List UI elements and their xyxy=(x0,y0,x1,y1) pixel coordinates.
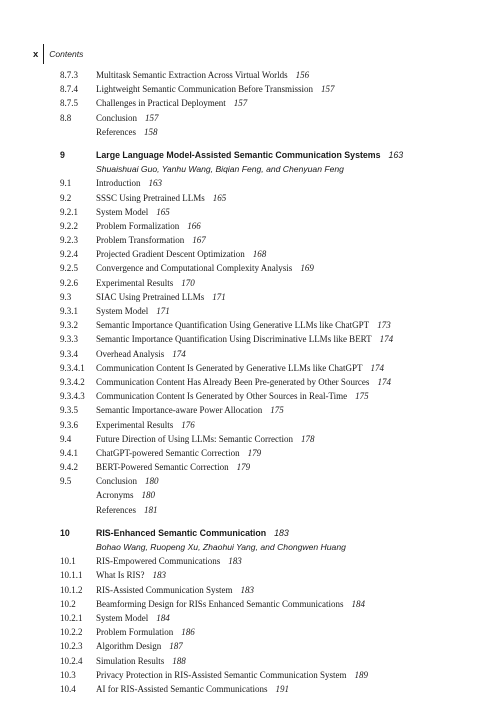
toc-entry-title: BERT-Powered Semantic Correction xyxy=(96,462,229,473)
toc-entry xyxy=(0,554,500,568)
toc-entry-page: 184 xyxy=(156,612,170,623)
toc-entry-number: 10.2 xyxy=(60,598,76,609)
toc-entry-number: 10.1.1 xyxy=(60,570,83,581)
toc-entry-page: 174 xyxy=(370,362,384,373)
toc-entry-text xyxy=(96,526,289,540)
toc-entry-text xyxy=(96,261,314,275)
toc-entry-page: 183 xyxy=(152,570,166,581)
toc-entry-title: What Is RIS? xyxy=(96,570,145,581)
toc-entry-number: 9.2.1 xyxy=(60,206,78,217)
toc-entry-page: 187 xyxy=(169,641,183,652)
toc-entry-page: 171 xyxy=(156,306,170,316)
toc-entry-number: 10.2.3 xyxy=(60,641,83,652)
toc-entry xyxy=(0,583,500,597)
toc-entry-text xyxy=(96,290,226,304)
toc-entry-number: 9.4 xyxy=(60,433,72,444)
toc-entry-page: 176 xyxy=(181,419,195,430)
toc-entry-text xyxy=(96,639,183,653)
toc-entry xyxy=(0,375,500,389)
toc-entry-title: Bohao Wang, Ruopeng Xu, Zhaohui Yang, and Chongwen Huang xyxy=(96,542,346,552)
toc-entry-page: 169 xyxy=(300,263,314,274)
toc-entry-page: 165 xyxy=(212,192,227,203)
toc-entry-title: Privacy Protection in RIS-Assisted Semantic Communication System xyxy=(96,669,347,680)
toc-entry-number: 9.3.1 xyxy=(60,306,78,316)
toc-entry-title: Semantic Importance Quantification Using Generative LLMs like ChatGPT xyxy=(96,320,370,331)
toc-entry-number: 8.8 xyxy=(60,112,72,123)
toc-entry-text xyxy=(96,540,354,554)
toc-entry xyxy=(0,332,500,346)
toc-entry-number: 9.3.5 xyxy=(60,405,78,416)
toc-entry-page: 188 xyxy=(172,655,186,666)
toc-entry xyxy=(0,639,500,653)
toc-entry-text xyxy=(96,304,170,318)
toc-entry xyxy=(0,611,500,625)
toc-entry-page: 189 xyxy=(354,669,368,680)
toc-entry-number: 9.3.2 xyxy=(60,320,78,331)
toc-entry-page: 163 xyxy=(388,149,404,160)
toc-entry xyxy=(0,125,500,139)
toc-entry-title: System Model xyxy=(96,206,149,217)
toc-entry-title: AI for RIS-Assisted Semantic Communications xyxy=(96,683,268,694)
toc-entry-number: 10.1 xyxy=(60,556,76,567)
toc-entry-page: 170 xyxy=(181,277,195,288)
toc-entry xyxy=(0,347,500,361)
toc-entry-number: 9.3.4.1 xyxy=(60,362,85,373)
toc-entry-title: Problem Formulation xyxy=(96,627,174,638)
toc-entry-page: 158 xyxy=(143,126,158,137)
toc-entry-text xyxy=(96,247,266,261)
toc-entry xyxy=(0,682,500,696)
toc-entry-title: Communication Content Is Generated by Generative LLMs like ChatGPT xyxy=(96,362,363,373)
toc-entry-text xyxy=(96,375,391,389)
toc-entry-page: 167 xyxy=(192,235,206,246)
toc-entry-page: 157 xyxy=(233,98,248,109)
toc-entry-page: 179 xyxy=(247,447,262,458)
toc-entry-text xyxy=(96,191,226,205)
toc-entry-text xyxy=(96,668,368,682)
toc-entry-title: Lightweight Semantic Communication Before Transmission xyxy=(96,84,313,95)
toc-entry-text xyxy=(96,318,391,332)
toc-entry-number: 10.2.4 xyxy=(60,655,83,666)
toc-entry-title: Problem Formalization xyxy=(96,220,180,231)
toc-entry-number: 8.7.5 xyxy=(60,98,78,109)
toc-entry-title: Problem Transformation xyxy=(96,235,185,246)
toc-entry-title: SSSC Using Pretrained LLMs xyxy=(96,192,205,203)
toc-entry-title: Shuaishuai Guo, Yanhu Wang, Biqian Feng, and Chenyuan Feng xyxy=(96,164,344,175)
toc-entry xyxy=(0,219,500,233)
toc-entry xyxy=(0,389,500,403)
toc-entry-text xyxy=(96,474,159,488)
toc-entry xyxy=(0,488,500,502)
toc-entry-page: 183 xyxy=(240,584,255,595)
toc-entry-number: 9.2.3 xyxy=(60,235,78,246)
toc-entry xyxy=(0,418,500,432)
toc-entry-text xyxy=(96,625,195,639)
toc-entry-title: References xyxy=(96,126,136,137)
toc-entry-text xyxy=(96,389,369,403)
toc-entry-text xyxy=(96,488,155,502)
toc-entry-number: 9.4.1 xyxy=(60,447,78,458)
toc-entry xyxy=(0,403,500,417)
toc-entry-title: References xyxy=(96,504,136,515)
toc-entry-title: Simulation Results xyxy=(96,655,165,666)
toc-entry xyxy=(0,304,500,318)
toc-entry-title: Communication Content Has Already Been Pre-generated by Other Sources xyxy=(96,376,370,387)
toc-entry-number: 9.2.4 xyxy=(60,249,78,260)
toc-entry-text xyxy=(96,432,314,446)
toc-entry-page: 178 xyxy=(300,433,315,444)
toc-entry-number: 9.2.2 xyxy=(60,220,78,231)
toc-entry-page: 174 xyxy=(172,348,186,359)
toc-entry-title: Communication Content Is Generated by Other Sources in Real-Time xyxy=(96,391,348,402)
toc-entry xyxy=(0,191,500,205)
toc-entry xyxy=(0,82,500,96)
toc-entry-title: Introduction xyxy=(96,178,141,189)
toc-entry xyxy=(0,668,500,682)
toc-entry-text xyxy=(96,597,365,611)
toc-entry-text xyxy=(96,583,254,597)
running-header xyxy=(33,44,83,64)
toc-entry-number: 9.3.4.2 xyxy=(60,376,85,387)
toc-entry xyxy=(0,474,500,488)
toc-chapter-entry xyxy=(0,148,500,162)
table-of-contents xyxy=(0,68,500,696)
toc-entry-title: System Model xyxy=(96,306,149,316)
toc-entry-page: 174 xyxy=(377,376,391,387)
toc-entry-number: 9 xyxy=(60,149,65,160)
toc-entry-page: 168 xyxy=(252,249,267,260)
toc-entry-number: 9.2.5 xyxy=(60,263,78,274)
toc-entry-title: RIS-Empowered Communications xyxy=(96,556,221,567)
toc-entry-title: Multitask Semantic Extraction Across Virtual Worlds xyxy=(96,70,288,80)
toc-entry-number: 9.3 xyxy=(60,291,72,302)
toc-entry-title: Overhead Analysis xyxy=(96,348,165,359)
toc-entry-title: Experimental Results xyxy=(96,277,174,288)
toc-entry-number: 9.3.3 xyxy=(60,334,78,345)
toc-entry-page: 157 xyxy=(145,112,159,123)
toc-entry xyxy=(0,568,500,582)
running-title: Contents xyxy=(49,49,84,59)
toc-entry xyxy=(0,290,500,304)
toc-entry-page: 191 xyxy=(275,683,289,694)
toc-authors-line xyxy=(0,540,500,554)
toc-entry-text xyxy=(96,446,261,460)
toc-entry-title: Algorithm Design xyxy=(96,641,162,652)
toc-entry xyxy=(0,460,500,474)
toc-entry-page: 181 xyxy=(143,504,158,515)
toc-entry-page: 179 xyxy=(236,462,251,473)
toc-entry-title: Convergence and Computational Complexity Analysis xyxy=(96,263,293,274)
toc-entry-title: Semantic Importance-aware Power Allocation xyxy=(96,405,263,416)
toc-entry-title: Projected Gradient Descent Optimization xyxy=(96,249,245,260)
toc-entry-text xyxy=(96,219,201,233)
toc-entry xyxy=(0,597,500,611)
toc-entry-text xyxy=(96,68,309,82)
toc-entry-text xyxy=(96,332,393,346)
toc-entry-title: System Model xyxy=(96,612,149,623)
toc-entry-text xyxy=(96,276,195,290)
toc-entry-text xyxy=(96,554,242,568)
toc-entry-text xyxy=(96,682,289,696)
toc-entry-page: 163 xyxy=(148,178,162,189)
toc-entry xyxy=(0,261,500,275)
toc-entry-text xyxy=(96,503,157,517)
toc-entry xyxy=(0,625,500,639)
toc-entry-title: Large Language Model-Assisted Semantic Communication Systems xyxy=(96,149,381,160)
toc-entry-text xyxy=(96,96,247,110)
toc-entry-number: 9.1 xyxy=(60,178,72,189)
toc-entry-page: 184 xyxy=(351,598,365,609)
toc-entry-title: Acronyms xyxy=(96,490,134,501)
toc-entry-number: 9.3.4 xyxy=(60,348,78,359)
toc-entry-number: 10.2.1 xyxy=(60,612,83,623)
toc-entry-number: 10.3 xyxy=(60,669,76,680)
toc-entry-page: 183 xyxy=(228,556,242,567)
toc-entry xyxy=(0,446,500,460)
toc-entry-page: 180 xyxy=(141,490,155,501)
toc-entry-number: 9.2 xyxy=(60,192,72,203)
toc-entry-text xyxy=(96,82,334,96)
toc-entry xyxy=(0,654,500,668)
toc-entry xyxy=(0,68,500,82)
toc-entry-page: 175 xyxy=(270,405,284,416)
toc-entry-text xyxy=(96,361,384,375)
toc-entry xyxy=(0,318,500,332)
toc-entry-number: 10 xyxy=(60,527,70,538)
toc-entry xyxy=(0,503,500,517)
toc-entry-number: 9.3.4.3 xyxy=(60,391,85,402)
toc-entry-text xyxy=(96,162,352,176)
toc-entry-text xyxy=(96,148,403,162)
toc-entry-text xyxy=(96,418,195,432)
toc-entry-title: Semantic Importance Quantification Using Discriminative LLMs like BERT xyxy=(96,334,372,345)
toc-entry-title: Beamforming Design for RISs Enhanced Semantic Communications xyxy=(96,598,344,609)
toc-entry-title: Conclusion xyxy=(96,476,138,487)
toc-entry-number: 8.7.4 xyxy=(60,84,78,95)
toc-entry-page: 173 xyxy=(377,320,391,331)
toc-entry-page: 186 xyxy=(181,627,195,638)
toc-entry-text xyxy=(96,111,159,125)
toc-entry-page: 180 xyxy=(145,476,159,487)
toc-chapter-entry xyxy=(0,526,500,540)
toc-entry-title: Challenges in Practical Deployment xyxy=(96,98,226,109)
toc-entry-text xyxy=(96,205,170,219)
toc-entry-number: 9.3.6 xyxy=(60,419,78,430)
toc-entry xyxy=(0,432,500,446)
toc-entry xyxy=(0,276,500,290)
toc-entry-page: 183 xyxy=(274,527,289,538)
toc-entry-number: 8.7.3 xyxy=(60,70,78,80)
toc-entry-number: 9.5 xyxy=(60,476,72,487)
toc-entry-text xyxy=(96,176,162,190)
toc-entry-text xyxy=(96,654,186,668)
toc-entry-number: 10.1.2 xyxy=(60,584,83,595)
toc-entry-page: 165 xyxy=(156,206,170,217)
toc-entry xyxy=(0,176,500,190)
toc-entry-page: 166 xyxy=(187,220,201,231)
toc-entry-page: 174 xyxy=(379,334,394,345)
toc-entry-title: RIS-Assisted Communication System xyxy=(96,584,233,595)
toc-entry-title: RIS-Enhanced Semantic Communication xyxy=(96,527,267,538)
toc-entry xyxy=(0,96,500,110)
toc-entry xyxy=(0,247,500,261)
toc-entry-number: 10.4 xyxy=(60,683,76,694)
toc-entry xyxy=(0,111,500,125)
toc-entry-page: 157 xyxy=(320,84,335,95)
toc-entry-text xyxy=(96,460,250,474)
page-number: x xyxy=(33,48,39,60)
toc-entry-number: 10.2.2 xyxy=(60,627,83,638)
toc-entry-title: Future Direction of Using LLMs: Semantic Correction xyxy=(96,433,293,444)
toc-entry-title: Conclusion xyxy=(96,112,138,123)
toc-entry-page: 175 xyxy=(355,391,369,402)
toc-entry-text xyxy=(96,125,157,139)
toc-entry-text xyxy=(96,568,166,582)
toc-entry-number: 9.4.2 xyxy=(60,462,78,473)
toc-entry xyxy=(0,361,500,375)
toc-entry-text xyxy=(96,347,186,361)
toc-entry-page: 171 xyxy=(212,291,226,302)
toc-authors-line xyxy=(0,162,500,176)
toc-entry xyxy=(0,233,500,247)
toc-entry-page: 156 xyxy=(295,70,310,80)
toc-entry-text xyxy=(96,611,170,625)
toc-entry-number: 9.2.6 xyxy=(60,277,78,288)
toc-entry xyxy=(0,205,500,219)
toc-entry-text xyxy=(96,233,206,247)
toc-entry-text xyxy=(96,403,284,417)
toc-entry-title: SIAC Using Pretrained LLMs xyxy=(96,291,205,302)
toc-entry-title: Experimental Results xyxy=(96,419,174,430)
toc-entry-title: ChatGPT-powered Semantic Correction xyxy=(96,447,240,458)
